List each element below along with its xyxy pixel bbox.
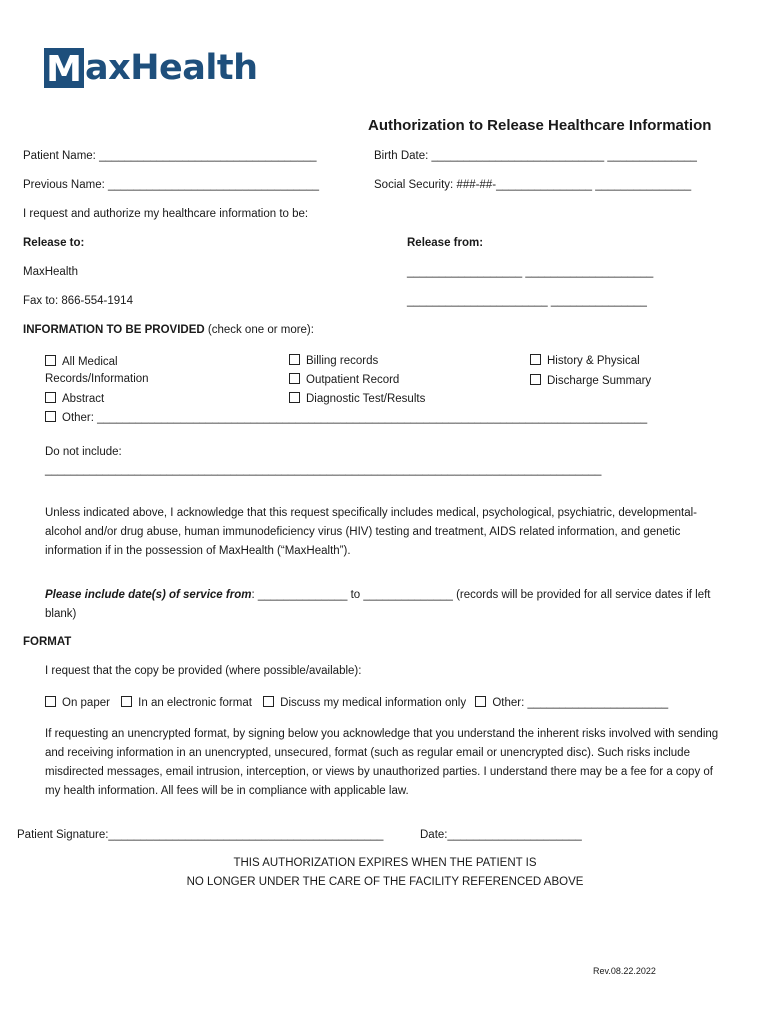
unencrypted-paragraph: If requesting an unencrypted format, by signing below you acknowledge that you understand the inherent risks involved with sending and receiving information in an unencrypted, unsecured, format (such as regular email or unencrypted disc). Such risks include misdirected messages, email intrusion, interception, or views by unauthorized parties. I understand there may be a fee for a copy of my health information. All fees will be in compliance with applicable law. xyxy=(45,728,719,797)
checkbox-icon[interactable] xyxy=(289,373,300,384)
checkbox-icon[interactable] xyxy=(530,374,541,385)
logo-m-block: M xyxy=(44,48,84,88)
checkbox-label: Other: ______________________________________________________________________________________ xyxy=(62,412,648,424)
acknowledgement-paragraph: Unless indicated above, I acknowledge that this request specifically includes medical, psychological, psychiatric, developmental-alcohol and/or drug abuse, human immunodeficiency virus (HIV) testing and treatment, AIDS related information, and genetic information if in the possession of MaxHealth (“MaxHealth”). xyxy=(45,507,698,557)
information-heading-note: (check one or more): xyxy=(204,324,314,336)
checkbox-all-medical-cont: Records/Information xyxy=(45,373,149,385)
checkbox-billing[interactable] xyxy=(289,354,378,367)
revision-label: Rev.08.22.2022 xyxy=(593,966,656,976)
checkbox-history[interactable] xyxy=(530,354,640,367)
release-to-label: Release to: xyxy=(23,237,85,249)
format-request: I request that the copy be provided (where possible/available): xyxy=(45,665,362,677)
checkbox-icon[interactable] xyxy=(263,696,274,707)
checkbox-label: Outpatient Record xyxy=(306,374,400,386)
information-heading-bold: INFORMATION TO BE PROVIDED xyxy=(23,324,205,336)
checkbox-icon[interactable] xyxy=(289,354,300,365)
patient-signature-field[interactable]: Patient Signature:___________________________________________ xyxy=(17,829,384,841)
request-statement: I request and authorize my healthcare information to be: xyxy=(23,208,309,220)
checkbox-discuss[interactable] xyxy=(263,697,466,709)
checkbox-label: On paper xyxy=(62,697,110,709)
checkbox-label: Discharge Summary xyxy=(547,375,652,387)
checkbox-icon[interactable] xyxy=(289,392,300,403)
patient-name-field[interactable]: Patient Name: __________________________________ xyxy=(23,150,317,162)
checkbox-label: Abstract xyxy=(62,393,105,405)
checkbox-all-medical[interactable] xyxy=(45,355,118,368)
birth-date-field[interactable]: Birth Date: ___________________________ ______________ xyxy=(374,150,697,162)
do-not-include-label: Do not include: xyxy=(45,446,122,458)
checkbox-diagnostic[interactable] xyxy=(289,392,425,405)
release-from-line-1[interactable]: __________________ ____________________ xyxy=(407,266,654,278)
service-dates-rest: : ______________ to ______________ (records will be provided for all service dates if left blank) xyxy=(45,589,711,620)
format-options xyxy=(45,696,668,709)
checkbox-abstract[interactable] xyxy=(45,392,104,405)
service-dates[interactable] xyxy=(45,586,725,624)
format-heading: FORMAT xyxy=(23,636,72,648)
checkbox-other[interactable] xyxy=(45,411,647,424)
service-dates-label: Please include date(s) of service from xyxy=(45,589,252,601)
checkbox-label: Other: ______________________ xyxy=(492,697,669,709)
release-to-name: MaxHealth xyxy=(23,266,78,278)
checkbox-on-paper[interactable] xyxy=(45,697,110,709)
logo-wordmark: axHealth xyxy=(85,48,258,88)
checkbox-icon[interactable] xyxy=(475,696,486,707)
release-from-line-2[interactable]: ______________________ _______________ xyxy=(407,295,647,307)
checkbox-icon[interactable] xyxy=(45,392,56,403)
do-not-include-line[interactable]: _______________________________________________________________________________________ xyxy=(45,464,602,476)
release-from-label: Release from: xyxy=(407,237,484,249)
social-security-field[interactable]: Social Security: ###-##-_______________ _______________ xyxy=(374,179,692,191)
checkbox-icon[interactable] xyxy=(45,411,56,422)
checkbox-icon[interactable] xyxy=(530,354,541,365)
checkbox-format-other[interactable] xyxy=(475,697,668,709)
expires-line-1: THIS AUTHORIZATION EXPIRES WHEN THE PATIENT IS xyxy=(233,857,537,869)
release-to-fax: Fax to: 866-554-1914 xyxy=(23,295,133,307)
checkbox-label: Diagnostic Test/Results xyxy=(306,393,426,405)
previous-name-field[interactable]: Previous Name: _________________________________ xyxy=(23,179,320,191)
information-heading xyxy=(23,324,314,336)
checkbox-label: In an electronic format xyxy=(138,697,252,709)
checkbox-label: All Medical xyxy=(62,356,118,368)
signature-date-field[interactable]: Date:_____________________ xyxy=(420,829,582,841)
maxhealth-logo xyxy=(44,44,258,88)
checkbox-icon[interactable] xyxy=(121,696,132,707)
form-title: Authorization to Release Healthcare Information xyxy=(368,117,712,134)
checkbox-discharge[interactable] xyxy=(530,374,651,387)
checkbox-icon[interactable] xyxy=(45,696,56,707)
checkbox-label: Billing records xyxy=(306,355,379,367)
checkbox-electronic[interactable] xyxy=(121,697,252,709)
checkbox-label: Discuss my medical information only xyxy=(280,697,467,709)
checkbox-label: History & Physical xyxy=(547,355,640,367)
checkbox-outpatient[interactable] xyxy=(289,373,399,386)
expires-line-2: NO LONGER UNDER THE CARE OF THE FACILITY REFERENCED ABOVE xyxy=(186,876,584,888)
checkbox-icon[interactable] xyxy=(45,355,56,366)
